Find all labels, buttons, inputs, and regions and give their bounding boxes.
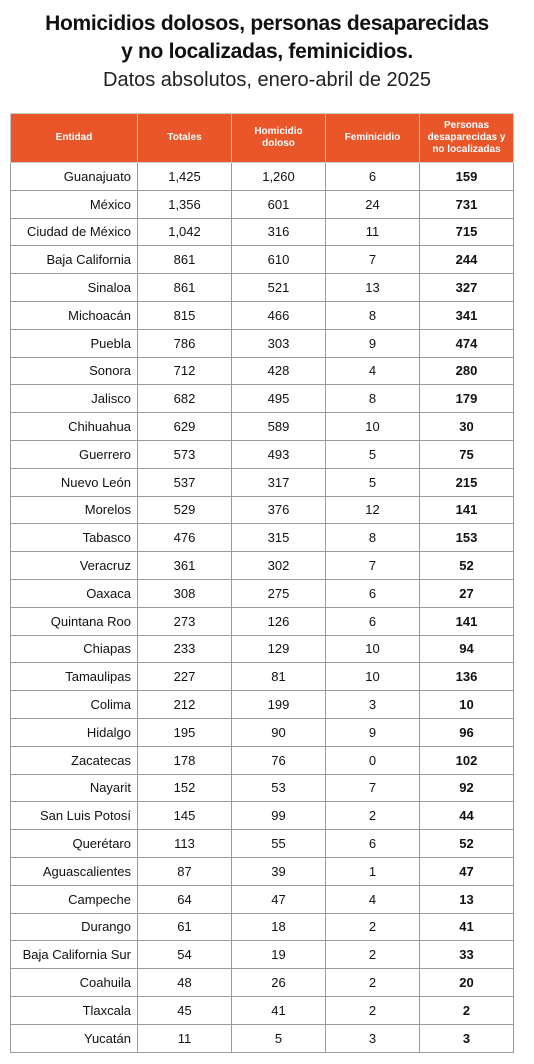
cell-personas-desaparecidas: 341 [420,301,514,329]
cell-personas-desaparecidas: 96 [420,718,514,746]
cell-entidad: Durango [11,913,138,941]
cell-feminicidio: 6 [326,163,420,191]
cell-personas-desaparecidas: 47 [420,857,514,885]
cell-totales: 361 [138,552,232,580]
header-homicidio-line-2: doloso [262,138,295,149]
cell-totales: 87 [138,857,232,885]
table-row [11,857,514,885]
cell-entidad: Tlaxcala [11,996,138,1024]
table-row [11,885,514,913]
table-row [11,385,514,413]
cell-feminicidio: 2 [326,969,420,997]
header-personas-line-1: Personas [443,120,490,131]
cell-personas-desaparecidas: 159 [420,163,514,191]
cell-feminicidio: 8 [326,301,420,329]
data-table [10,113,514,1053]
cell-entidad: Nayarit [11,774,138,802]
title-line-2: y no localizadas, feminicidios. [121,40,413,63]
cell-entidad: Puebla [11,329,138,357]
cell-entidad: Aguascalientes [11,857,138,885]
table-row [11,607,514,635]
cell-homicidio-doloso: 53 [232,774,326,802]
cell-entidad: Zacatecas [11,746,138,774]
cell-personas-desaparecidas: 10 [420,691,514,719]
cell-homicidio-doloso: 521 [232,274,326,302]
title-line-1: Homicidios dolosos, personas desaparecidas [45,12,489,35]
cell-homicidio-doloso: 275 [232,579,326,607]
table-row [11,635,514,663]
cell-personas-desaparecidas: 30 [420,413,514,441]
table-row [11,774,514,802]
table-row [11,274,514,302]
cell-homicidio-doloso: 493 [232,440,326,468]
cell-feminicidio: 4 [326,885,420,913]
table-row [11,996,514,1024]
table-row [11,802,514,830]
cell-feminicidio: 7 [326,774,420,802]
cell-entidad: Veracruz [11,552,138,580]
table-row [11,301,514,329]
cell-entidad: Morelos [11,496,138,524]
cell-totales: 64 [138,885,232,913]
cell-entidad: Chiapas [11,635,138,663]
cell-entidad: Baja California [11,246,138,274]
cell-entidad: Tamaulipas [11,663,138,691]
cell-totales: 308 [138,579,232,607]
table-row [11,218,514,246]
cell-personas-desaparecidas: 474 [420,329,514,357]
cell-feminicidio: 10 [326,413,420,441]
cell-homicidio-doloso: 55 [232,830,326,858]
table-row [11,1024,514,1052]
cell-feminicidio: 2 [326,941,420,969]
cell-feminicidio: 3 [326,1024,420,1052]
table-row [11,524,514,552]
cell-personas-desaparecidas: 141 [420,496,514,524]
cell-personas-desaparecidas: 136 [420,663,514,691]
cell-feminicidio: 12 [326,496,420,524]
cell-personas-desaparecidas: 3 [420,1024,514,1052]
cell-personas-desaparecidas: 731 [420,190,514,218]
cell-personas-desaparecidas: 92 [420,774,514,802]
cell-personas-desaparecidas: 75 [420,440,514,468]
cell-personas-desaparecidas: 102 [420,746,514,774]
cell-homicidio-doloso: 129 [232,635,326,663]
cell-entidad: Baja California Sur [11,941,138,969]
table-row [11,413,514,441]
header-totales: Totales [138,114,232,163]
header-personas-line-3: no localizadas [432,144,501,155]
cell-feminicidio: 9 [326,718,420,746]
cell-homicidio-doloso: 26 [232,969,326,997]
cell-homicidio-doloso: 47 [232,885,326,913]
cell-totales: 529 [138,496,232,524]
header-entidad: Entidad [11,114,138,163]
cell-homicidio-doloso: 199 [232,691,326,719]
table-row [11,329,514,357]
cell-homicidio-doloso: 18 [232,913,326,941]
cell-entidad: Yucatán [11,1024,138,1052]
table-row [11,663,514,691]
table-row [11,746,514,774]
cell-totales: 11 [138,1024,232,1052]
cell-totales: 227 [138,663,232,691]
cell-totales: 629 [138,413,232,441]
cell-homicidio-doloso: 376 [232,496,326,524]
cell-personas-desaparecidas: 715 [420,218,514,246]
table-row [11,830,514,858]
header-feminicidio: Feminicidio [326,114,420,163]
cell-feminicidio: 4 [326,357,420,385]
cell-feminicidio: 5 [326,468,420,496]
cell-totales: 712 [138,357,232,385]
cell-feminicidio: 10 [326,663,420,691]
table-row [11,440,514,468]
cell-entidad: Guanajuato [11,163,138,191]
cell-personas-desaparecidas: 94 [420,635,514,663]
cell-homicidio-doloso: 317 [232,468,326,496]
cell-homicidio-doloso: 90 [232,718,326,746]
cell-feminicidio: 8 [326,385,420,413]
cell-totales: 815 [138,301,232,329]
cell-homicidio-doloso: 315 [232,524,326,552]
cell-feminicidio: 6 [326,607,420,635]
cell-feminicidio: 1 [326,857,420,885]
table-row [11,190,514,218]
cell-feminicidio: 0 [326,746,420,774]
cell-entidad: Tabasco [11,524,138,552]
cell-homicidio-doloso: 99 [232,802,326,830]
cell-feminicidio: 10 [326,635,420,663]
cell-entidad: Hidalgo [11,718,138,746]
cell-personas-desaparecidas: 27 [420,579,514,607]
cell-personas-desaparecidas: 52 [420,830,514,858]
table-row [11,468,514,496]
cell-totales: 113 [138,830,232,858]
cell-personas-desaparecidas: 2 [420,996,514,1024]
header-personas-line-2: desaparecidas y [427,132,506,143]
table-row [11,941,514,969]
cell-totales: 61 [138,913,232,941]
cell-totales: 1,042 [138,218,232,246]
table-row [11,718,514,746]
header-personas-desaparecidas [420,114,514,163]
table-row [11,357,514,385]
page-title [0,10,534,66]
cell-feminicidio: 8 [326,524,420,552]
cell-feminicidio: 3 [326,691,420,719]
table-row [11,579,514,607]
cell-totales: 48 [138,969,232,997]
cell-totales: 178 [138,746,232,774]
cell-totales: 861 [138,246,232,274]
cell-entidad: Michoacán [11,301,138,329]
header-homicidio-line-1: Homicidio [254,126,303,137]
cell-entidad: Guerrero [11,440,138,468]
cell-totales: 573 [138,440,232,468]
cell-personas-desaparecidas: 280 [420,357,514,385]
cell-personas-desaparecidas: 153 [420,524,514,552]
cell-totales: 537 [138,468,232,496]
table-header [11,114,514,163]
table-row [11,163,514,191]
cell-personas-desaparecidas: 141 [420,607,514,635]
cell-entidad: México [11,190,138,218]
table-row [11,552,514,580]
cell-personas-desaparecidas: 20 [420,969,514,997]
cell-homicidio-doloso: 5 [232,1024,326,1052]
cell-homicidio-doloso: 39 [232,857,326,885]
cell-entidad: Sonora [11,357,138,385]
cell-entidad: Oaxaca [11,579,138,607]
cell-totales: 1,425 [138,163,232,191]
cell-homicidio-doloso: 302 [232,552,326,580]
cell-homicidio-doloso: 495 [232,385,326,413]
cell-feminicidio: 11 [326,218,420,246]
cell-totales: 145 [138,802,232,830]
cell-feminicidio: 9 [326,329,420,357]
page-subtitle: Datos absolutos, enero-abril de 2025 [103,69,431,91]
cell-entidad: Jalisco [11,385,138,413]
cell-homicidio-doloso: 19 [232,941,326,969]
table-row [11,969,514,997]
cell-entidad: Chihuahua [11,413,138,441]
cell-entidad: Nuevo León [11,468,138,496]
cell-homicidio-doloso: 589 [232,413,326,441]
cell-homicidio-doloso: 316 [232,218,326,246]
cell-entidad: Sinaloa [11,274,138,302]
cell-totales: 233 [138,635,232,663]
cell-entidad: San Luis Potosí [11,802,138,830]
cell-personas-desaparecidas: 52 [420,552,514,580]
cell-homicidio-doloso: 126 [232,607,326,635]
header-row [11,114,514,163]
cell-homicidio-doloso: 41 [232,996,326,1024]
cell-totales: 152 [138,774,232,802]
cell-entidad: Colima [11,691,138,719]
cell-totales: 54 [138,941,232,969]
cell-entidad: Coahuila [11,969,138,997]
cell-feminicidio: 7 [326,246,420,274]
header-homicidio-doloso [232,114,326,163]
cell-entidad: Quintana Roo [11,607,138,635]
cell-feminicidio: 2 [326,996,420,1024]
cell-personas-desaparecidas: 33 [420,941,514,969]
cell-feminicidio: 24 [326,190,420,218]
cell-totales: 273 [138,607,232,635]
cell-personas-desaparecidas: 179 [420,385,514,413]
cell-totales: 195 [138,718,232,746]
cell-personas-desaparecidas: 13 [420,885,514,913]
table-row [11,496,514,524]
cell-feminicidio: 2 [326,802,420,830]
cell-homicidio-doloso: 601 [232,190,326,218]
cell-personas-desaparecidas: 244 [420,246,514,274]
cell-personas-desaparecidas: 215 [420,468,514,496]
cell-homicidio-doloso: 428 [232,357,326,385]
table-row [11,691,514,719]
table-row [11,246,514,274]
cell-entidad: Ciudad de México [11,218,138,246]
cell-homicidio-doloso: 610 [232,246,326,274]
cell-personas-desaparecidas: 41 [420,913,514,941]
cell-totales: 45 [138,996,232,1024]
cell-feminicidio: 6 [326,579,420,607]
table-body [11,163,514,1053]
cell-totales: 861 [138,274,232,302]
cell-entidad: Querétaro [11,830,138,858]
cell-personas-desaparecidas: 44 [420,802,514,830]
cell-feminicidio: 7 [326,552,420,580]
cell-totales: 212 [138,691,232,719]
cell-homicidio-doloso: 81 [232,663,326,691]
cell-personas-desaparecidas: 327 [420,274,514,302]
cell-feminicidio: 6 [326,830,420,858]
cell-feminicidio: 5 [326,440,420,468]
cell-totales: 682 [138,385,232,413]
cell-homicidio-doloso: 303 [232,329,326,357]
cell-entidad: Campeche [11,885,138,913]
table-row [11,913,514,941]
cell-totales: 476 [138,524,232,552]
cell-feminicidio: 13 [326,274,420,302]
cell-homicidio-doloso: 76 [232,746,326,774]
cell-homicidio-doloso: 466 [232,301,326,329]
cell-totales: 786 [138,329,232,357]
cell-homicidio-doloso: 1,260 [232,163,326,191]
cell-feminicidio: 2 [326,913,420,941]
cell-totales: 1,356 [138,190,232,218]
